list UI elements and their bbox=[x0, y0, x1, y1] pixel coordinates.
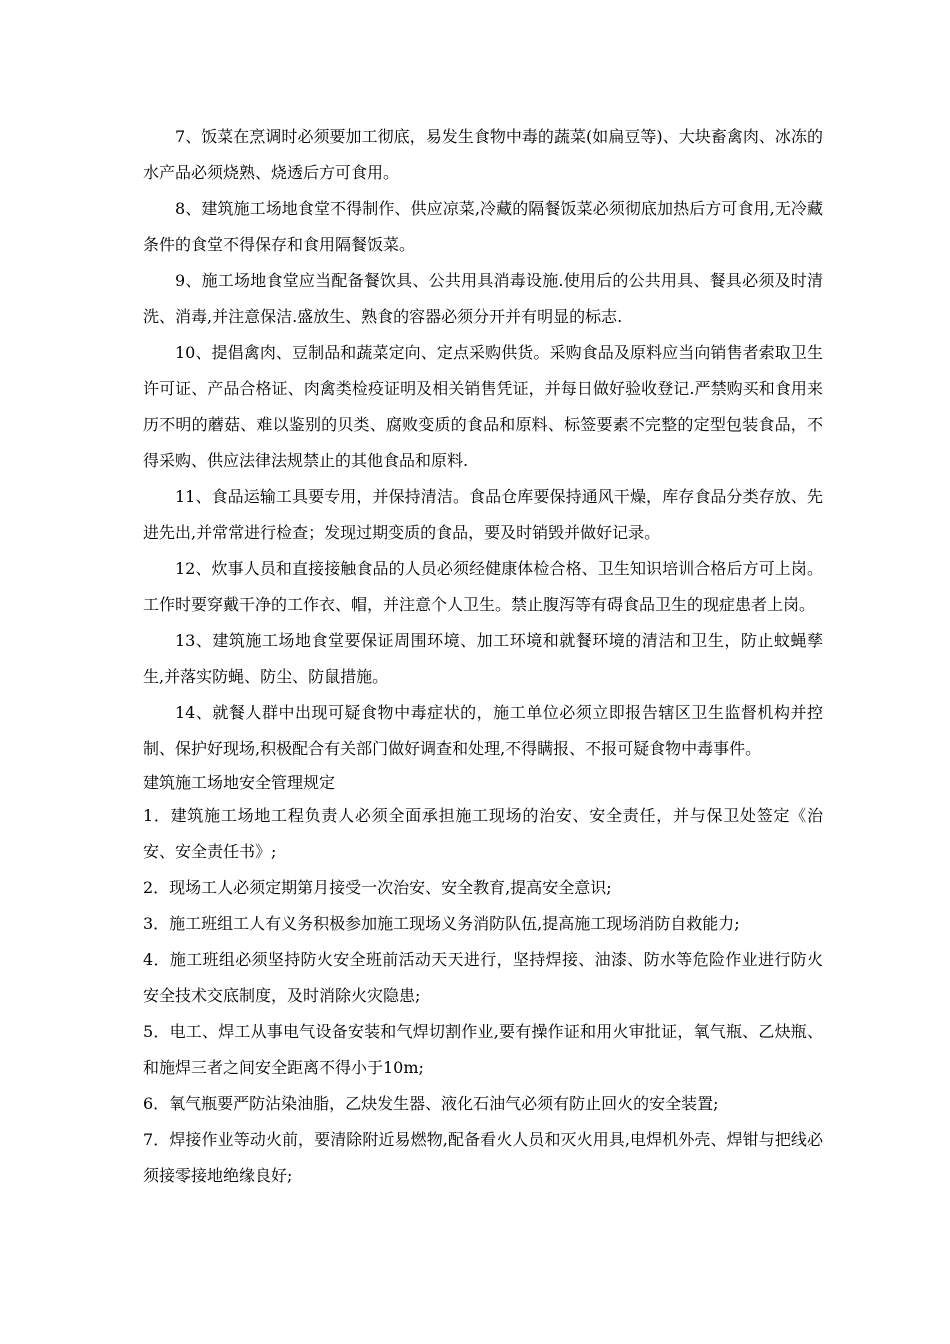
rule-item-1: 1．建筑施工场地工程负责人必须全面承担施工现场的治安、安全责任，并与保卫处签定《治安、安全责任书》; bbox=[143, 806, 823, 861]
section-title: 建筑施工场地安全管理规定 bbox=[143, 773, 336, 792]
paragraph-item-11: 11、食品运输工具要专用，并保持清洁。食品仓库要保持通风干燥，库存食品分类存放、先进先出,并常常进行检查；发现过期变质的食品，要及时销毁并做好记录。 bbox=[143, 487, 823, 542]
rule-item-3: 3．施工班组工人有义务积极参加施工现场义务消防队伍,提高施工现场消防自救能力; bbox=[143, 914, 740, 933]
rule-item-2: 2．现场工人必须定期第月接受一次治安、安全教育,提高安全意识; bbox=[143, 878, 612, 897]
paragraph-item-12: 12、炊事人员和直接接触食品的人员必须经健康体检合格、卫生知识培训合格后方可上岗。工作时要穿戴干净的工作衣、帽，并注意个人卫生。禁止腹泻等有碍食品卫生的现症患者上岗。 bbox=[143, 559, 823, 614]
paragraph-item-10: 10、提倡禽肉、豆制品和蔬菜定向、定点采购供货。采购食品及原料应当向销售者索取卫生许可证、产品合格证、肉禽类检疫证明及相关销售凭证，并每日做好验收登记.严禁购买和食用来历不明的蘑菇、难以鉴别的贝类、腐败变质的食品和原料、标签要素不完整的定型包装食品，不得采购、供应法律法规禁止的其他食品和原料. bbox=[143, 343, 823, 470]
paragraph-item-8: 8、建筑施工场地食堂不得制作、供应凉菜,冷藏的隔餐饭菜必须彻底加热后方可食用,无冷藏条件的食堂不得保存和食用隔餐饭菜。 bbox=[143, 199, 823, 254]
paragraph-item-9: 9、施工场地食堂应当配备餐饮具、公共用具消毒设施.使用后的公共用具、餐具必须及时清洗、消毒,并注意保洁.盛放生、熟食的容器必须分开并有明显的标志. bbox=[143, 271, 823, 326]
rule-item-6: 6．氧气瓶要严防沾染油脂，乙炔发生器、液化石油气必须有防止回火的安全装置; bbox=[143, 1094, 719, 1113]
document-body bbox=[143, 119, 823, 1194]
paragraph-item-7: 7、饭菜在烹调时必须要加工彻底，易发生食物中毒的蔬菜(如扁豆等)、大块畜禽肉、冰冻的水产品必须烧熟、烧透后方可食用。 bbox=[143, 127, 823, 182]
paragraph-item-13: 13、建筑施工场地食堂要保证周围环境、加工环境和就餐环境的清洁和卫生，防止蚊蝇孳生,并落实防蝇、防尘、防鼠措施。 bbox=[143, 631, 823, 686]
rule-item-5: 5．电工、焊工从事电气设备安装和气焊切割作业,要有操作证和用火审批证，氧气瓶、乙炔瓶、和施焊三者之间安全距离不得小于10m; bbox=[143, 1022, 823, 1077]
rule-item-4: 4．施工班组必须坚持防火安全班前活动天天进行，坚持焊接、油漆、防水等危险作业进行防火安全技术交底制度，及时消除火灾隐患; bbox=[143, 950, 823, 1005]
paragraph-item-14: 14、就餐人群中出现可疑食物中毒症状的，施工单位必须立即报告辖区卫生监督机构并控制、保护好现场,积极配合有关部门做好调查和处理,不得瞒报、不报可疑食物中毒事件。 bbox=[143, 703, 823, 758]
rule-item-7: 7．焊接作业等动火前，要清除附近易燃物,配备看火人员和灭火用具,电焊机外壳、焊钳与把线必须接零接地绝缘良好; bbox=[143, 1130, 823, 1185]
